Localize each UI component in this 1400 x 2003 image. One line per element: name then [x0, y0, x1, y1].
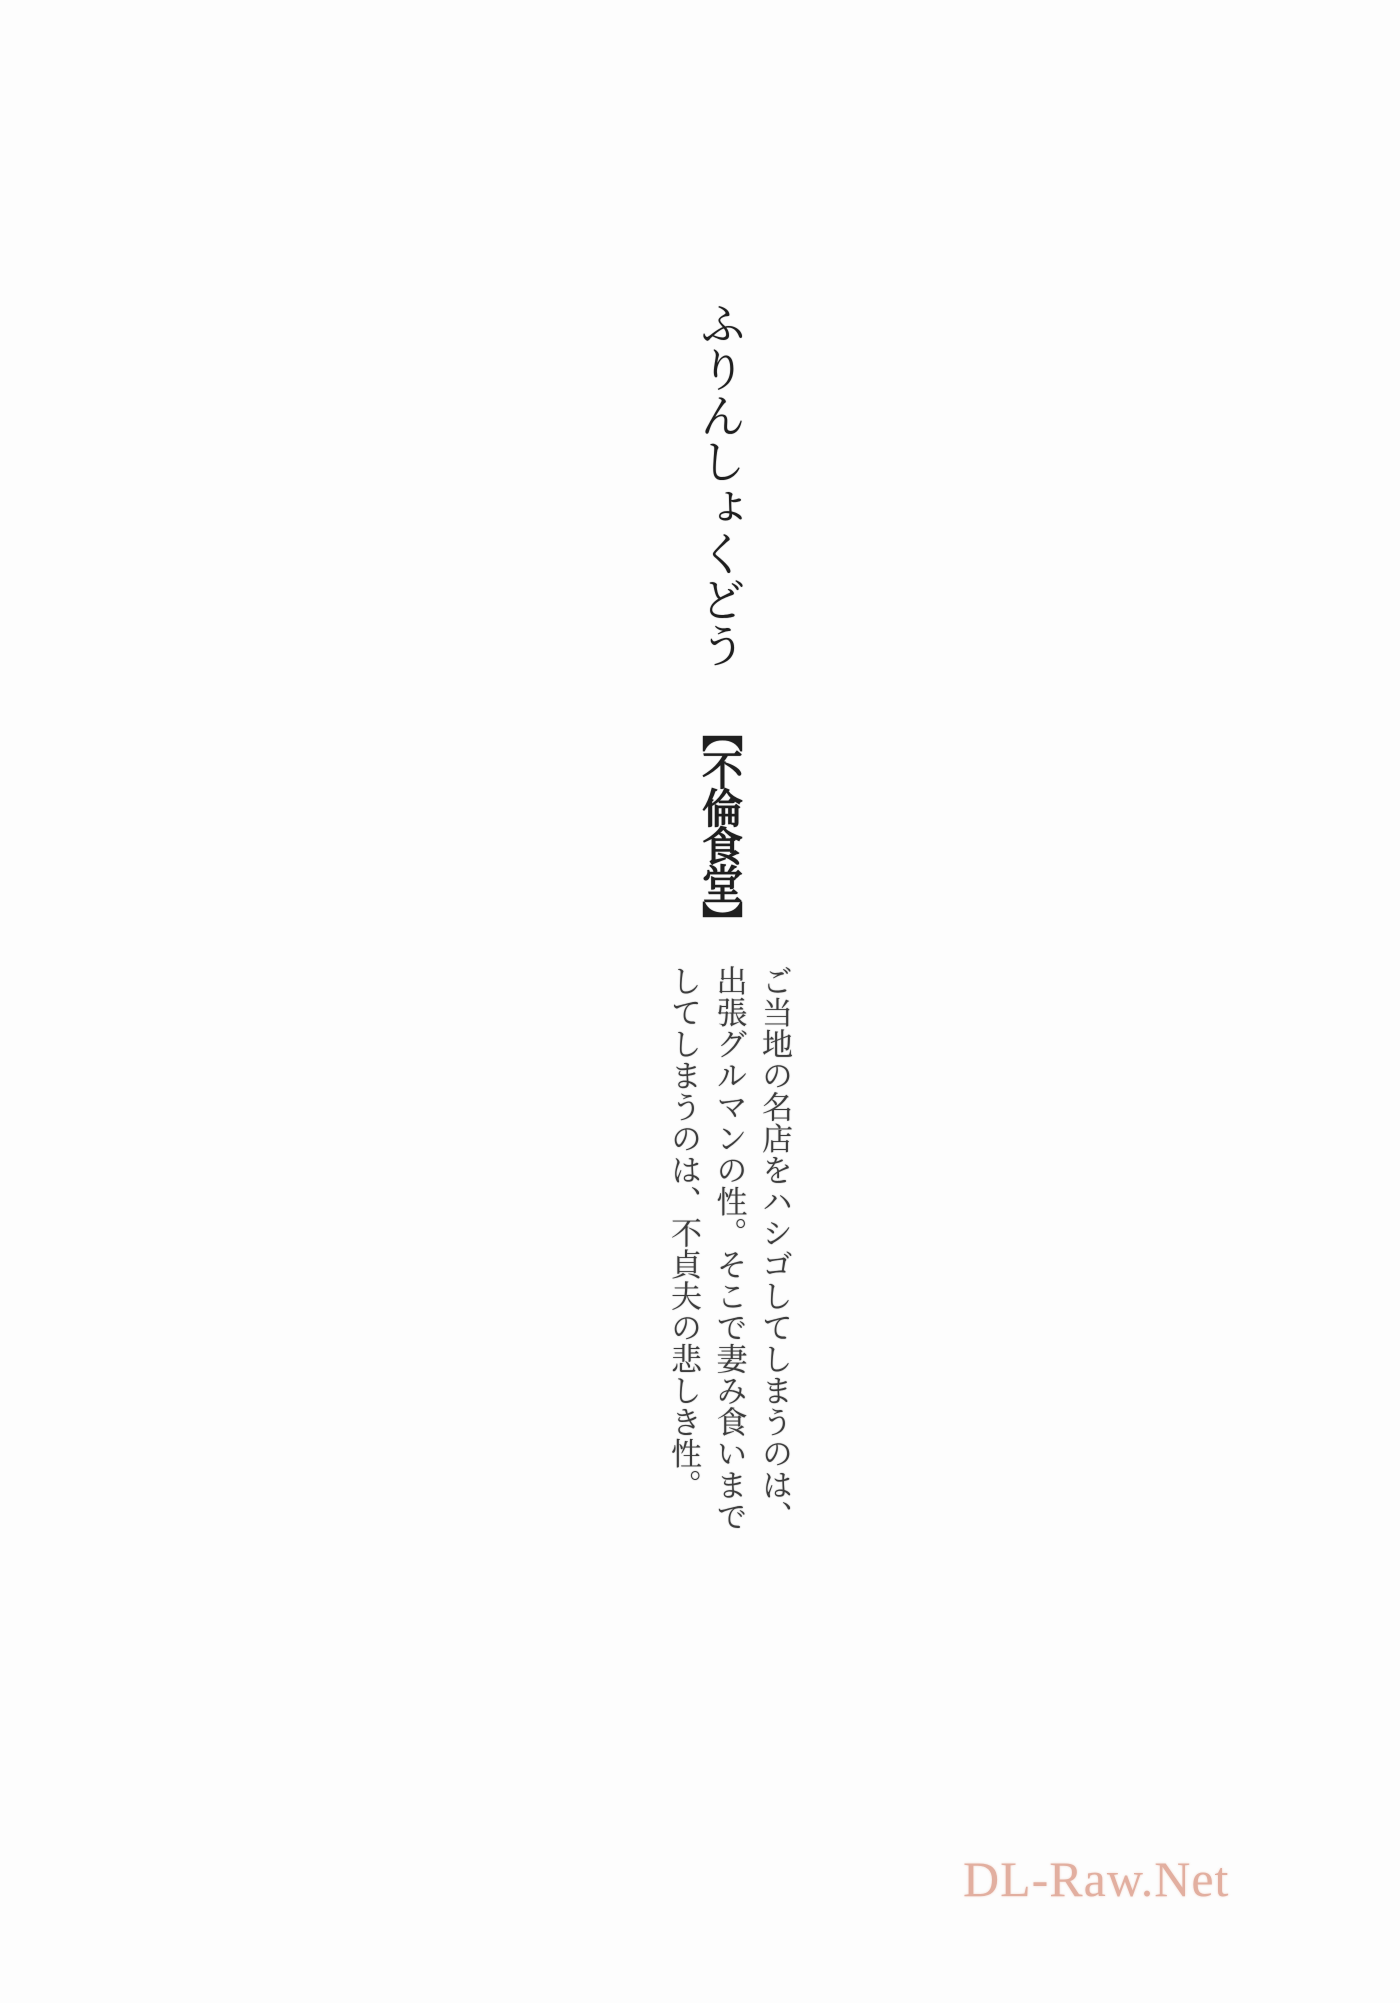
tagline-line-1: ご当地の名店をハシゴしてしまうのは、 — [757, 965, 792, 1532]
tagline-vertical-block — [655, 965, 797, 1565]
tagline-line-2: 出張グルマンの性。そこで妻み食いまで — [711, 965, 747, 1532]
title-reading-kana: ふりんしょくどう — [694, 300, 745, 668]
dl-raw-watermark: DL-Raw.Net — [963, 1851, 1230, 1907]
book-title-vertical — [692, 300, 752, 1000]
tagline-line-3: してしまうのは、不貞夫の悲しき性。 — [666, 965, 701, 1501]
title-kanji-bracketed: 【不倫食堂】 — [696, 711, 742, 939]
